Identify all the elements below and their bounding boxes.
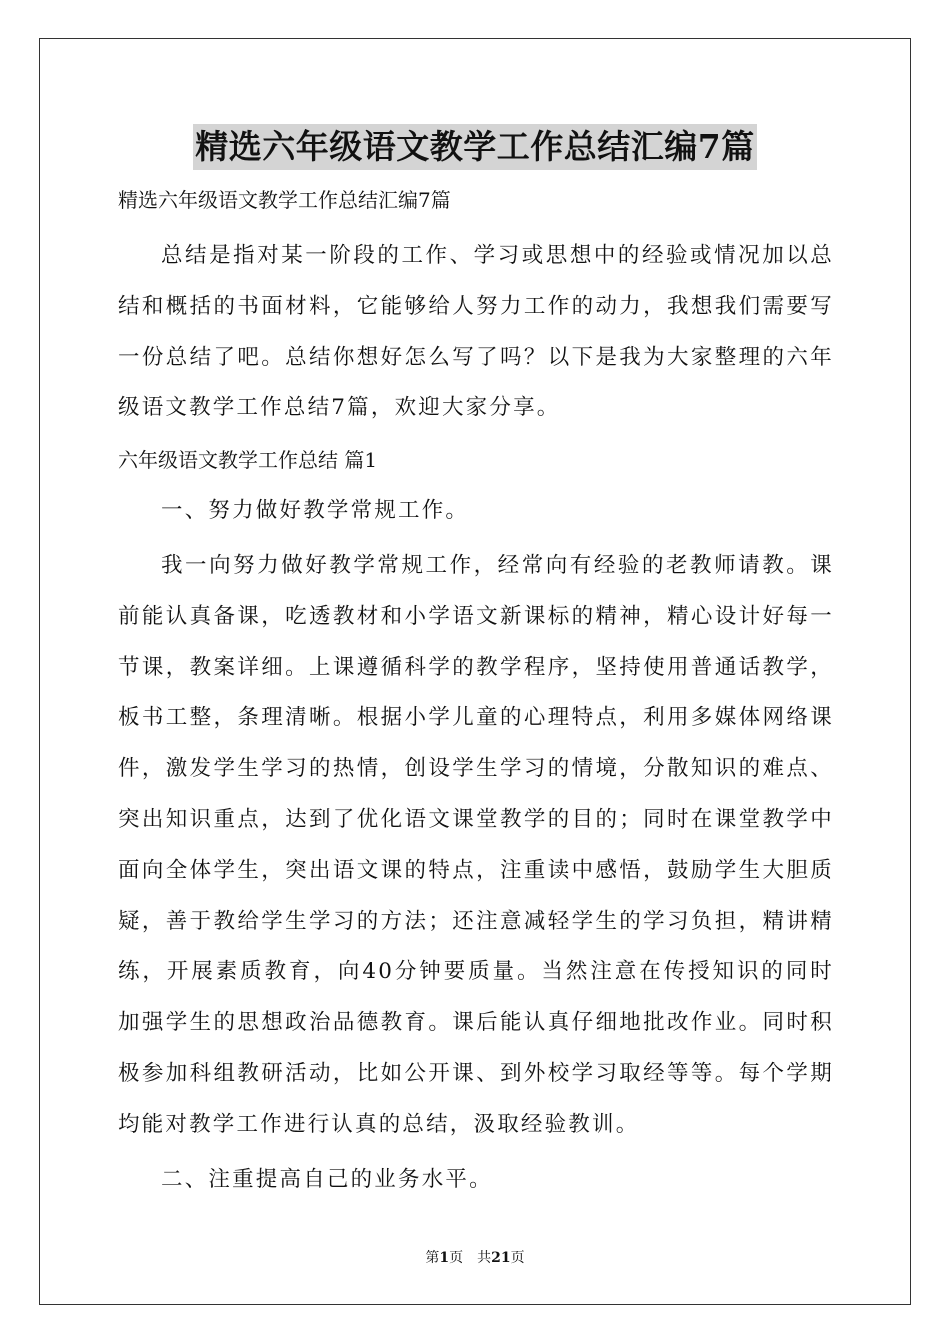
point-one-body: 我一向努力做好教学常规工作，经常向有经验的老教师请教。课前能认真备课，吃透教材和小学语文新课标的精神，精心设计好每一节课，教案详细。上课遵循科学的教学程序，坚持使用普通话教学，板书工整，条理清晰。根据小学儿童的心理特点，利用多媒体网络课件，激发学生学习的热情，创设学生学习的情境，分散知识的难点、突出知识重点，达到了优化语文课堂教学的目的；同时在课堂教学中面向全体学生，突出语文课的特点，注重读中感悟，鼓励学生大胆质疑，善于教给学生学习的方法；还注意减轻学生的学习负担，精讲精练，开展素质教育，向40分钟要质量。当然注意在传授知识的同时加强学生的思想政治品德教育。课后能认真仔细地批改作业。同时积极参加科组教研活动，比如公开课、到外校学习取经等等。每个学期均能对教学工作进行认真的总结，汲取经验教训。 bbox=[118, 552, 834, 1137]
footer-total-suffix: 页 bbox=[510, 1250, 525, 1266]
document-body bbox=[118, 176, 834, 1205]
document-subtitle: 精选六年级语文教学工作总结汇编7篇 bbox=[118, 188, 451, 212]
section-heading: 六年级语文教学工作总结 篇1 bbox=[118, 448, 378, 473]
document-title: 精选六年级语文教学工作总结汇编7篇 bbox=[193, 124, 756, 170]
point-one-heading: 一、努力做好教学常规工作。 bbox=[161, 498, 470, 524]
footer-page-prefix: 第 bbox=[425, 1250, 440, 1266]
intro-paragraph: 总结是指对某一阶段的工作、学习或思想中的经验或情况加以总结和概括的书面材料，它能够给人努力工作的动力，我想我们需要写一份总结了吧。总结你想好怎么写了吗？以下是我为大家整理的六年级语文教学工作总结7篇，欢迎大家分享。 bbox=[118, 243, 834, 421]
footer-total-prefix: 共 bbox=[477, 1250, 492, 1266]
footer-total-pages: 21 bbox=[491, 1250, 511, 1266]
title-container bbox=[0, 124, 950, 170]
point-two-heading: 二、注重提高自己的业务水平。 bbox=[161, 1166, 493, 1192]
page-footer bbox=[0, 1247, 950, 1267]
footer-page-suffix: 页 bbox=[449, 1250, 464, 1266]
footer-page-number: 1 bbox=[439, 1250, 450, 1266]
